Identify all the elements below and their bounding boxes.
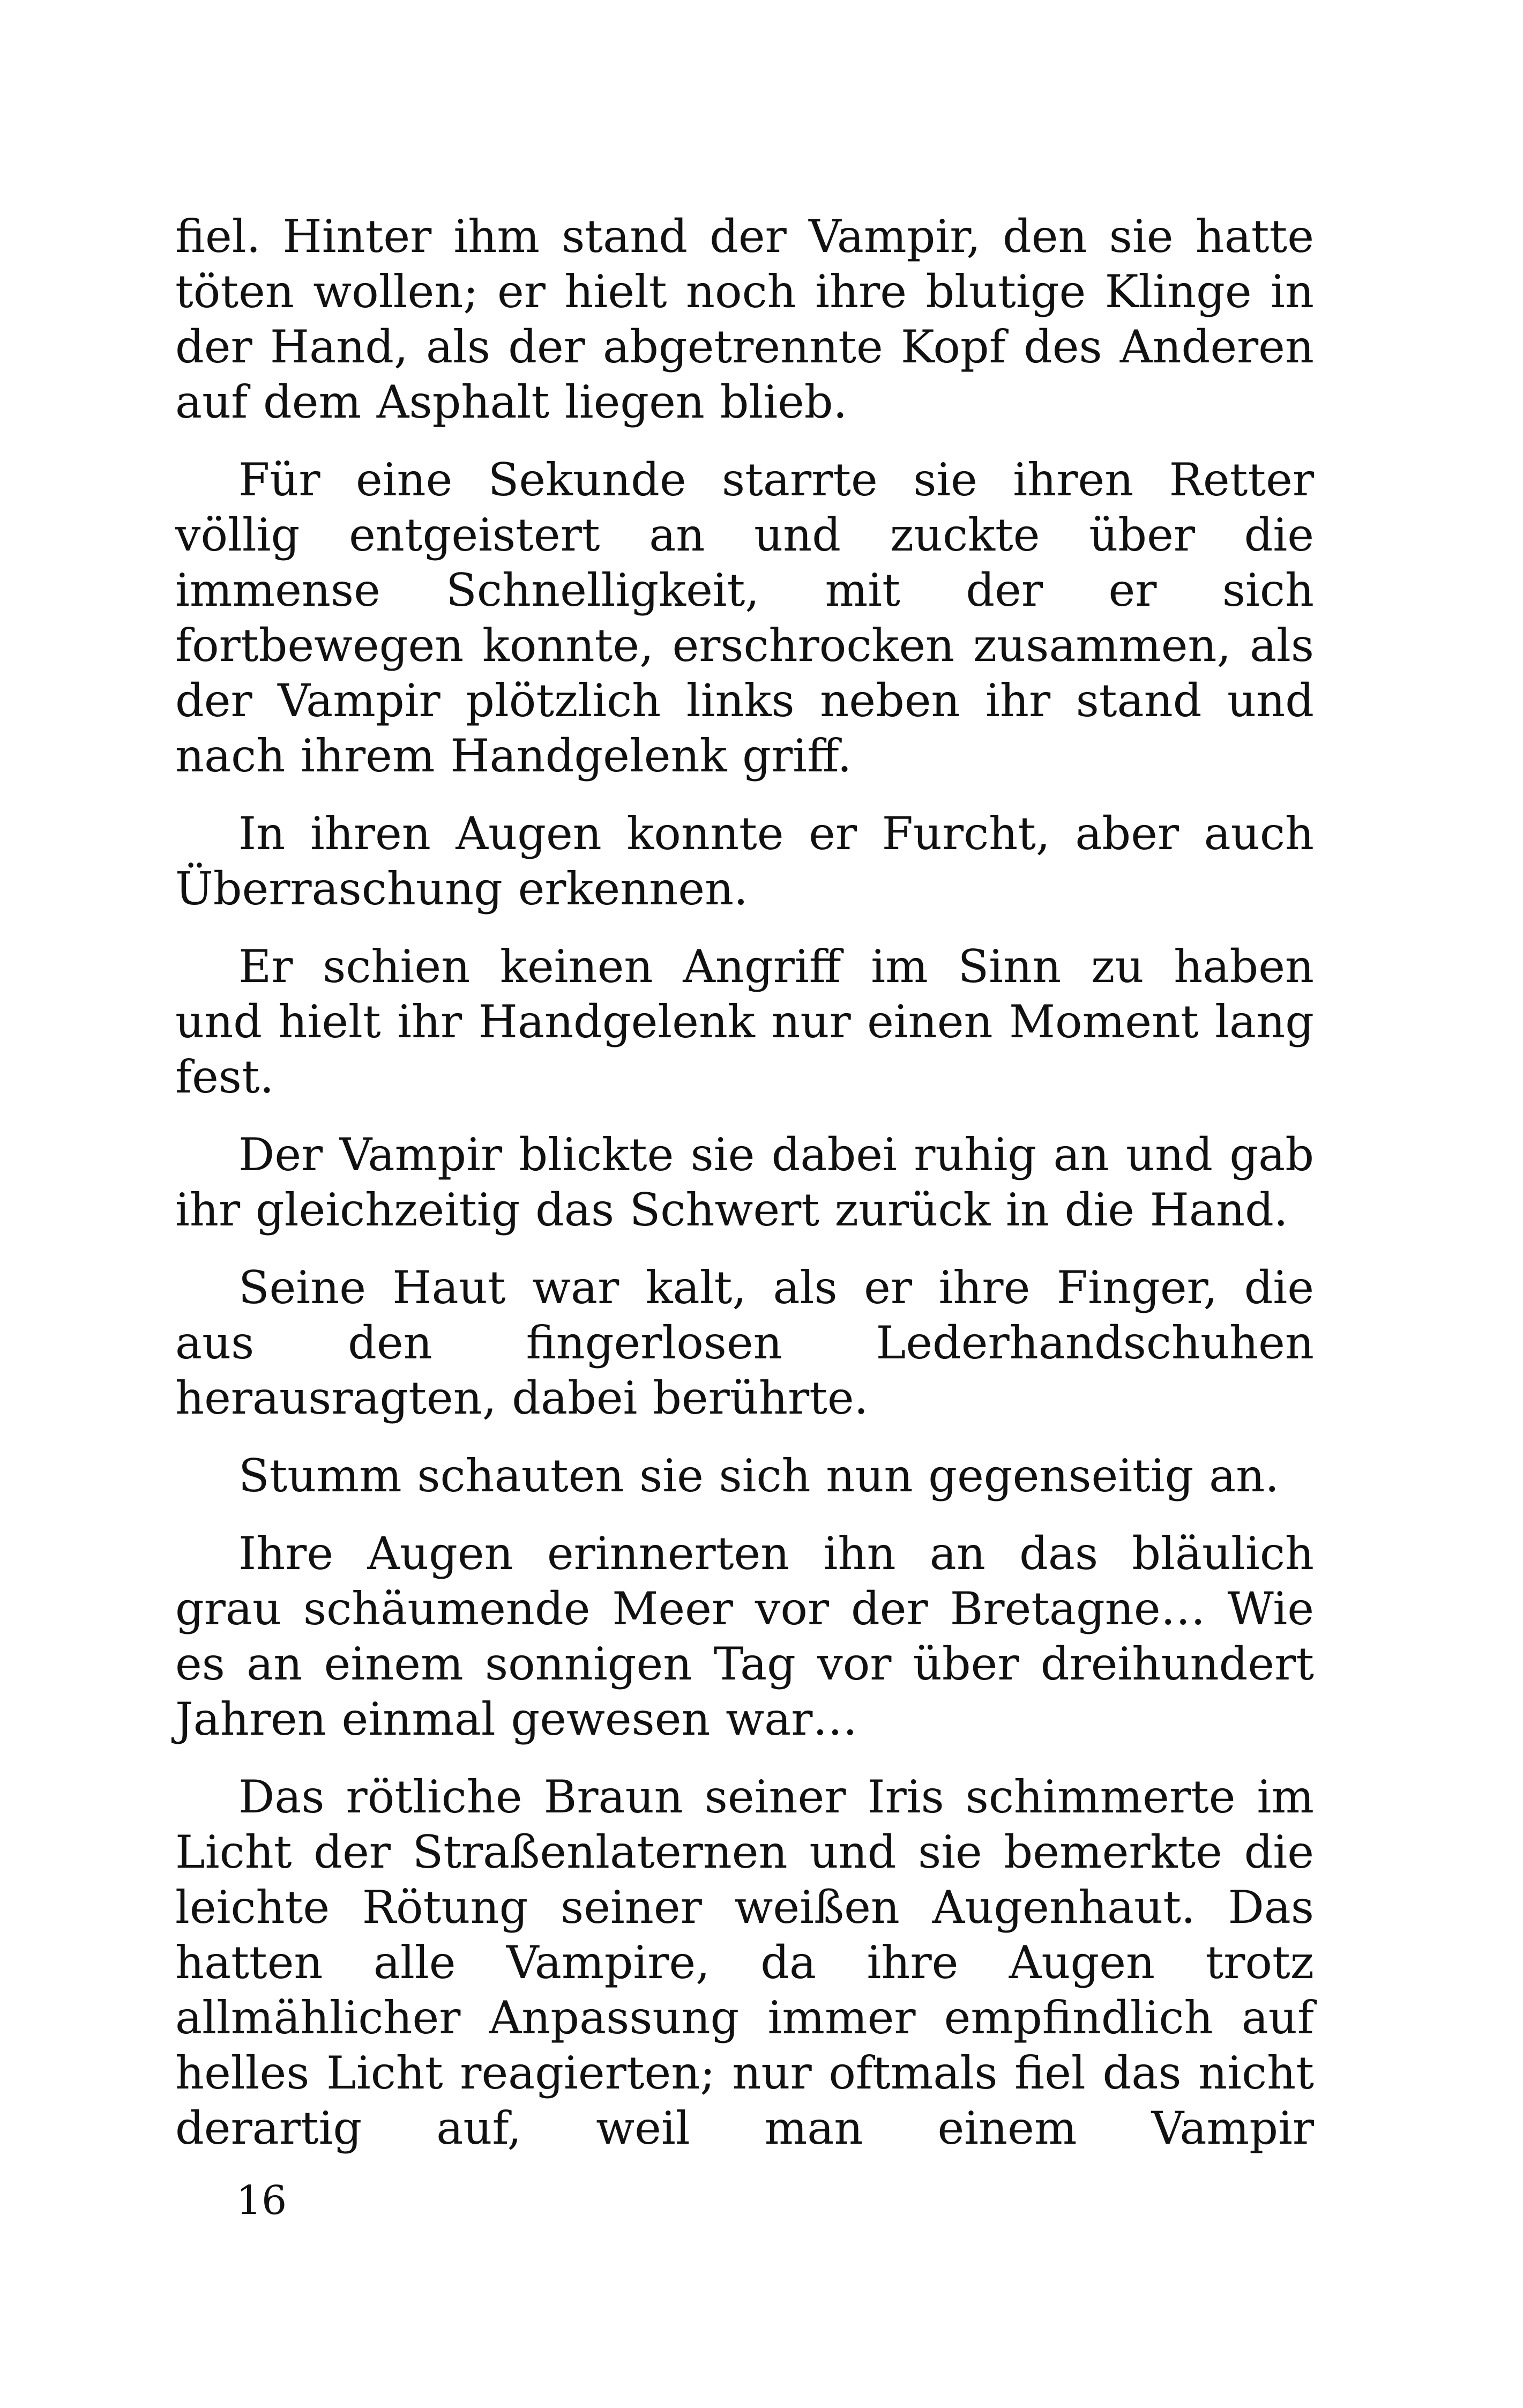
- paragraph-4: Er schien keinen Angriff im Sinn zu haben und hielt ihr Handgelenk nur einen Moment lang fest.: [175, 940, 1314, 1103]
- paragraph-2: Für eine Sekunde starrte sie ihren Retter völlig entgeistert an und zuckte über die immense Schnelligkeit, mit der er sich fortbewegen konnte, erschrocken zusammen, als der Vampir plötzlich links neben ihr stand und nach ihrem Handgelenk griff.: [175, 454, 1314, 782]
- page-number: 16: [236, 2177, 287, 2224]
- paragraph-9: Das rötliche Braun seiner Iris schimmerte im Licht der Straßenlaternen und sie bemerkte die leichte Rötung seiner weißen Augenhaut. Das hatten alle Vampire, da ihre Augen trotz allmählicher Anpassung immer empfindlich auf helles Licht reagierten; nur oftmals fiel das nicht derartig auf, weil man einem Vampir: [175, 1771, 1314, 2154]
- paragraph-6: Seine Haut war kalt, als er ihre Finger, die aus den fingerlosen Lederhandschuhen herausragten, dabei berührte.: [175, 1261, 1314, 1424]
- paragraph-3: In ihren Augen konnte er Furcht, aber auch Überraschung erkennen.: [175, 807, 1314, 915]
- paragraph-5: Der Vampir blickte sie dabei ruhig an und gab ihr gleichzeitig das Schwert zurück in die Hand.: [175, 1128, 1314, 1236]
- paragraph-8: Ihre Augen erinnerten ihn an das bläulich grau schäumende Meer vor der Bretagne… Wie es an einem sonnigen Tag vor über dreihundert Jahren einmal gewesen war…: [175, 1527, 1314, 1745]
- body-text: [175, 209, 1314, 2156]
- paragraph-7: Stumm schauten sie sich nun gegenseitig an.: [238, 1450, 1280, 1502]
- paragraph-1: fiel. Hinter ihm stand der Vampir, den sie hatte töten wollen; er hielt noch ihre blutige Klinge in der Hand, als der abgetrennte Kopf des Anderen auf dem Asphalt liegen blieb.: [175, 210, 1314, 428]
